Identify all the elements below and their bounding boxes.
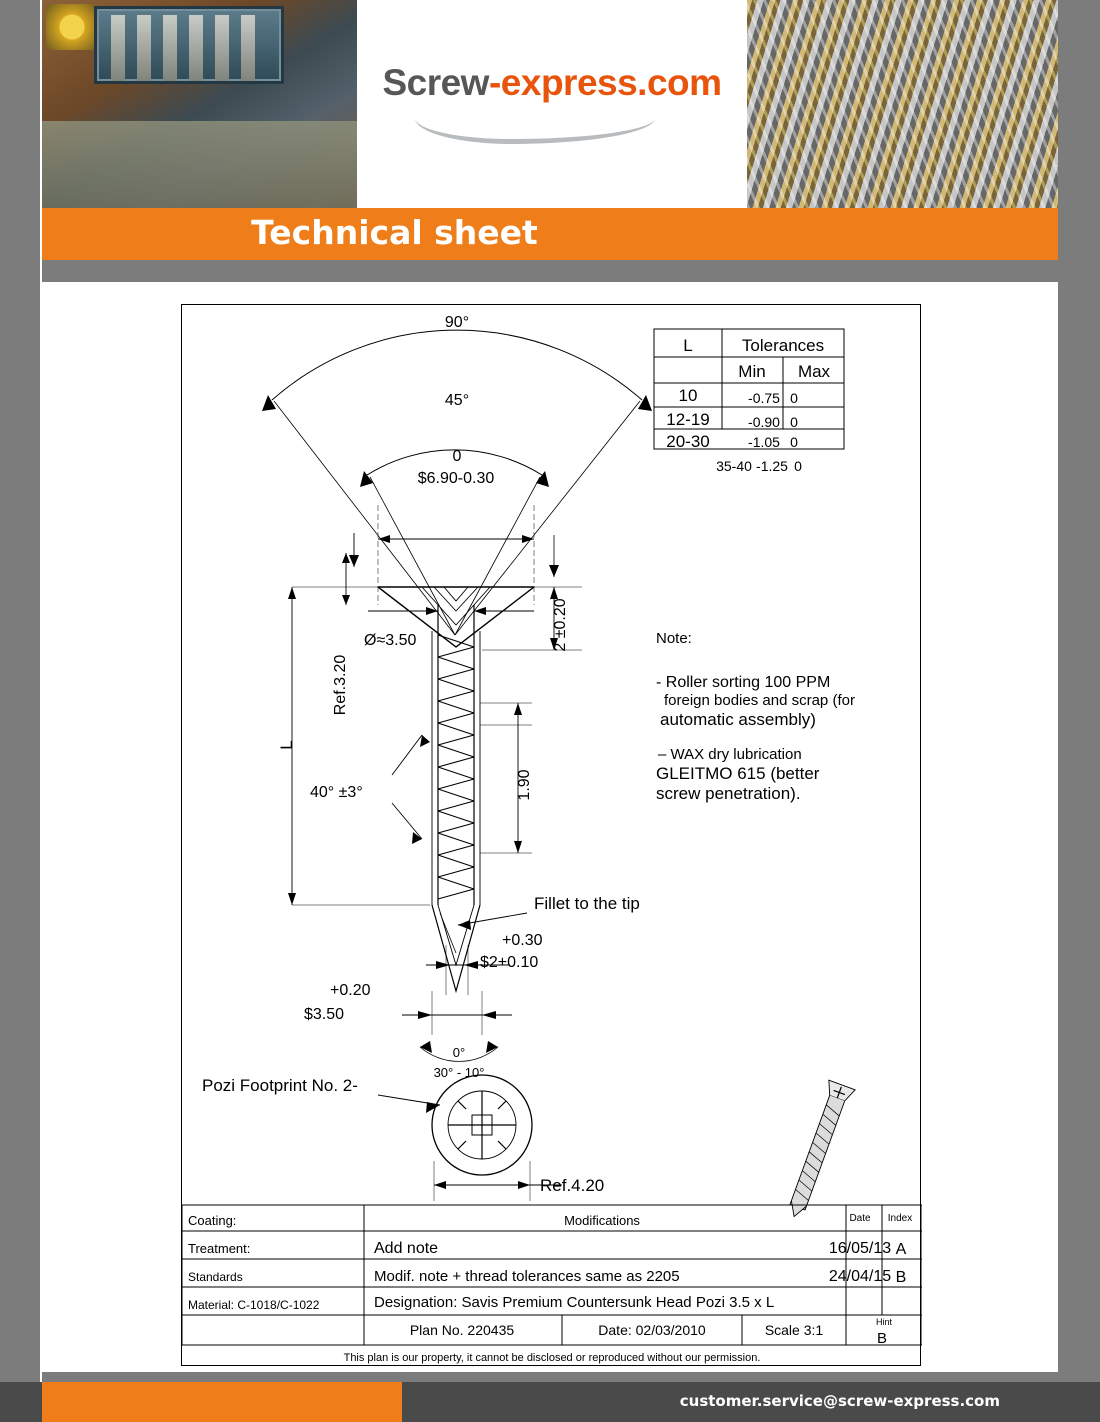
tb-standards-label: Standards [188,1270,243,1284]
dim-head-angle-half: 45° [444,392,470,409]
logo-text-accent: -express.com [488,62,722,103]
tb-coating-label: Coating: [188,1213,237,1228]
tb-mod-0-text: Add note [374,1240,439,1257]
footer-email[interactable]: customer.service@screw-express.com [679,1392,1000,1410]
tb-hint-label: Hint [875,1317,893,1327]
logo-swoosh-icon [415,118,655,144]
tb-modifications-header: Modifications [564,1213,640,1228]
tb-date-header: Date [849,1213,871,1224]
dim-shank-dia: Ø≈3.50 [364,632,417,649]
label-fillet-to-tip: Fillet to the tip [534,894,640,913]
drawing-frame [181,304,921,1366]
tb-mod-0-index: A [895,1241,907,1258]
tb-date: Date: 02/03/2010 [598,1322,706,1338]
page-header [42,0,1058,208]
dim-pitch: 1.90 [516,769,533,801]
tol-col-l: L [683,336,693,355]
dim-tip-angle: 30° - 10° [433,1065,485,1080]
footer-divider [42,1372,1058,1382]
tol-row1-min: -0.90 [748,414,780,430]
dim-recess-ref: Ref.4.20 [540,1176,605,1195]
tb-material-label: Material: C-1018/C-1022 [188,1298,320,1312]
screw-tray [94,6,284,84]
dim-head-angle-full: 90° [444,314,470,331]
dim-thread-angle: 40° ±3° [310,784,363,801]
note-1-line3: automatic assembly) [660,710,816,729]
label-pozi-footprint: Pozi Footprint No. 2- [202,1076,358,1095]
banner-bar [42,208,1058,260]
header-underline [42,260,1058,282]
screw-drawing [182,305,922,1367]
dim-head-dia-zero: 0 [452,448,462,465]
workbench-photo [42,0,357,208]
tol-col-max: Max [797,362,831,381]
page-footer [0,1382,1100,1422]
banner-title: Technical sheet [251,213,538,252]
dim-core-tol: +0.30 [502,932,543,949]
note-2-line3: screw penetration). [656,784,801,803]
logo-text-primary: Screw [382,62,489,103]
tb-scale: Scale 3:1 [764,1322,824,1338]
left-gray-margin [0,0,40,1422]
tol-row2-min: -1.05 [748,434,780,450]
tb-treatment-label: Treatment: [188,1241,251,1256]
dim-shank-tol: +0.20 [330,982,371,999]
tol-col-min: Min [738,362,766,381]
technical-drawing-sheet [158,282,948,1372]
tol-row3-l: 35-40 [716,458,752,474]
tol-col-tolerances: Tolerances [741,336,825,355]
dim-head-dia: $6.90-0.30 [417,470,495,487]
dim-core-dia: $2+0.10 [480,954,539,971]
tol-row0-min: -0.75 [748,390,780,406]
tb-mod-1-index: B [895,1269,907,1286]
sheet-right-pad [948,282,1000,1372]
tape-measure-icon [46,4,98,50]
tol-row3-max: 0 [794,458,802,474]
note-1-line2: foreign bodies and scrap (for [664,692,855,709]
tol-row2-l: 20-30 [666,432,710,451]
dim-head-height: Ref.3.20 [332,654,349,716]
screws-photo [747,0,1058,208]
logo-area [357,0,747,208]
tb-mod-1-text: Modif. note + thread tolerances same as 2205 [374,1268,680,1285]
note-2-line2: GLEITMO 615 (better [656,764,820,783]
tb-mod-0-date: 16/05/13 [828,1240,892,1257]
sheet-left-pad [100,282,158,1372]
tb-designation: Designation: Savis Premium Countersunk Head Pozi 3.5 x L [374,1294,775,1311]
dim-shank-dia-2: $3.50 [304,1006,345,1023]
footer-orange-tab [42,1382,402,1422]
dim-under-head: 2 ±0.20 [552,598,569,652]
tol-row0-l: 10 [678,386,698,405]
tb-disclaimer: This plan is our property, it cannot be disclosed or reproduced without our permission. [343,1352,761,1364]
tb-mod-1-date: 24/04/15 [828,1268,892,1285]
tol-row2-max: 0 [790,434,798,450]
tol-row1-max: 0 [790,414,798,430]
tol-row1-l: 12-19 [666,410,710,429]
note-1-line1: - Roller sorting 100 PPM [656,674,831,691]
dim-tip-angle-top: 0° [452,1045,466,1060]
tb-plan-no: Plan No. 220435 [409,1322,515,1338]
note-title: Note: [656,630,692,647]
right-gray-margin [1058,0,1100,1422]
note-2-line1: – WAX dry lubrication [658,746,802,763]
tol-row3-min: -1.25 [756,458,788,474]
tol-row0-max: 0 [790,390,798,406]
dim-length-L: L [277,740,296,750]
tb-hint-value: B [876,1330,888,1347]
tb-index-header: Index [887,1213,913,1224]
site-logo [357,62,747,104]
